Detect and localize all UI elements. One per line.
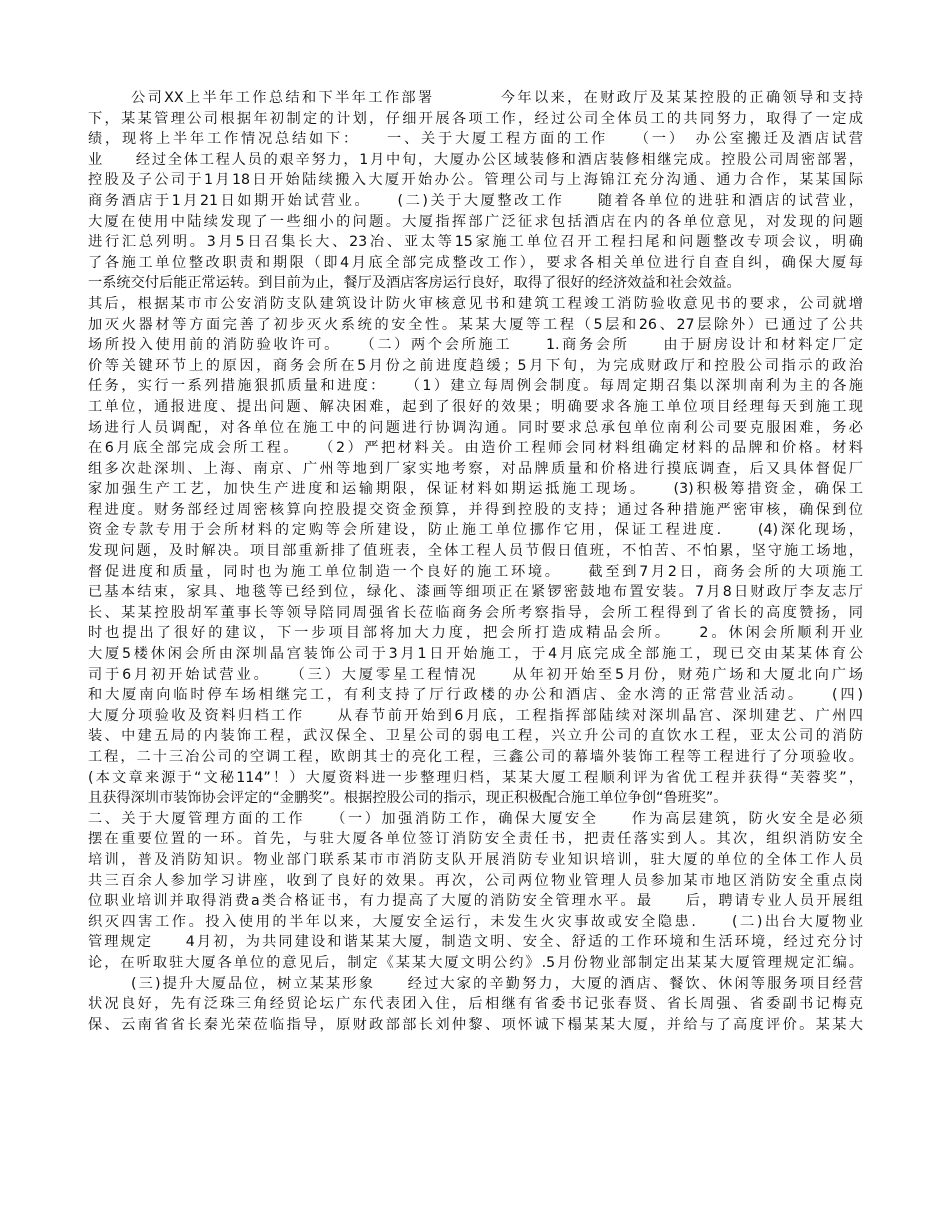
- document-page: [88, 88, 863, 1218]
- text-line: 程进度。财务部经过周密核算向控股提交资金预算，并得到控股的支持；通过各种措施严密审核，确保到位: [88, 501, 863, 518]
- text-line: 保、云南省省长秦光荣莅临指导，原财政部部长刘仲黎、项怀诚下榻某某大厦，并给与了高度评价。某某大: [88, 1016, 863, 1033]
- text-line: 大厦5楼休闲会所由深圳晶宫装饰公司于3月1日开始施工，于4月底完成全部施工，现已交由某某体育公: [88, 646, 863, 663]
- text-line: 共三百余人参加学习讲座，收到了良好的效果。再次，公司两位物业管理人员参加某市地区消防安全重点岗: [88, 872, 863, 889]
- text-line: 督促进度和质量，同时也为施工单位制造一个良好的施工环境。 截至到7月2日，商务会所的大项施工: [88, 563, 863, 580]
- text-line: 家加强生产工艺，加快生产进度和运输期限，保证材料如期运抵施工现场。 (3)积极筹措资金，确保工: [88, 481, 863, 498]
- text-line: 业 经过全体工程人员的艰辛努力，1月中旬，大厦办公区域装修和酒店装修相继完成。控股公司周密部署，: [88, 151, 863, 168]
- text-line: 价等关键环节上的原因，商务会所在5月份之前进度趋缓；5月下旬，为完成财政厅和控股公司指示的政治: [88, 357, 863, 374]
- text-line: 管理规定 4月初，为共同建设和谐某某大厦，制造文明、安全、舒适的工作环境和生活环境，经过充分讨: [88, 934, 863, 951]
- text-line: 培训，普及消防知识。物业部门联系某市市消防支队开展消防专业知识培训，驻大厦的单位的全体工作人员: [88, 851, 863, 868]
- text-line: 长、某某控股胡军董事长等领导陪同周强省长莅临商务会所考察指导，会所工程得到了省长的高度赞扬，同: [88, 604, 863, 621]
- text-line: 织灭四害工作。投入使用的半年以来，大厦安全运行，未发生火灾事故或安全隐患. (二)出台大厦物业: [88, 913, 863, 930]
- text-line: 公司XX上半年工作总结和下半年工作部署 今年以来，在财政厅及某某控股的正确领导和支持: [131, 90, 863, 106]
- text-line: (三)提升大厦品位，树立某某形象 经过大家的辛勤努力，大厦的酒店、餐饮、休闲等服务项目经营: [131, 975, 863, 992]
- text-line: 二、关于大厦管理方面的工作 （一）加强消防工作，确保大厦安全 作为高层建筑，防火安全是必须: [88, 810, 863, 827]
- text-line: 其后，根据某市市公安消防支队建筑设计防火审核意见书和建筑工程竣工消防验收意见书的要求，公司就增: [88, 295, 863, 312]
- text-line: 工单位，通报进度、提出问题、解决困难，起到了很好的效果；明确要求各施工单位项目经理每天到施工现: [88, 398, 863, 415]
- text-line: 大厦在使用中陆续发现了一些细小的问题。大厦指挥部广泛征求包括酒店在内的各单位意见，对发现的问题: [88, 213, 863, 230]
- text-line: 发现问题，及时解决。项目部重新排了值班表，全体工程人员节假日值班，不怕苦、不怕累，坚守施工场地，: [88, 543, 863, 560]
- text-line: 状况良好，先有泛珠三角经贸论坛广东代表团入住，后相继有省委书记张春贤、省长周强、省委副书记梅克: [88, 996, 863, 1013]
- text-line: 场所投入使用前的消防验收许可。 （二）两个会所施工 1.商务会所 由于厨房设计和材料定厂定: [88, 337, 863, 354]
- text-line: 一系统交付后能正常运转。到目前为止，餐厅及酒店客房运行良好，取得了很好的经济效益和社会效益。: [88, 275, 741, 292]
- text-line: 商务酒店于1月21日如期开始试营业。 (二)关于大厦整改工作 随着各单位的进驻和酒店的试营业，: [88, 192, 863, 209]
- text-line: 和大厦南向临时停车场相继完工，有利支持了厅行政楼的办公和酒店、金水湾的正常营业活动。 (四): [88, 687, 863, 704]
- text-line: 时也提出了很好的建议，下一步项目部将加大力度，把会所打造成精品会所。 2。休闲会所顺利开业: [88, 625, 863, 642]
- text-line: 摆在重要位置的一环。首先，与驻大厦各单位签订消防安全责任书，把责任落实到人。其次，组织消防安全: [88, 831, 863, 848]
- text-line: (本文章来源于“文秘114”！）大厦资料进一步整理归档，某某大厦工程顺利评为省优工程并获得“芙蓉奖”，: [88, 769, 863, 786]
- text-line: 大厦分项验收及资料归档工作 从春节前开始到6月底，工程指挥部陆续对深圳晶宫、深圳建艺、广州四: [88, 707, 863, 724]
- text-line: 组多次赴深圳、上海、南京、广州等地到厂家实地考察，对品牌质量和价格进行摸底调查，后又具体督促厂: [88, 460, 863, 477]
- text-line: 已基本结束，家具、地毯等已经到位，绿化、漆画等细项正在紧锣密鼓地布置安装。7月8日财政厅李友志厅: [88, 584, 863, 601]
- text-line: 任务，实行一系列措施狠抓质量和进度： （1）建立每周例会制度。每周定期召集以深圳南利为主的各施: [88, 378, 863, 395]
- text-line: 位职业培训并取得消费a类合格证书，有力提高了大厦的消防安全管理水平。最 后，聘请专业人员开展组: [88, 893, 863, 910]
- text-line: 控股及子公司于1月18日开始陆续搬入大厦开始办公。管理公司与上海锦江充分沟通、通力合作，某某国际: [88, 172, 863, 189]
- text-line: 下，某某管理公司根据年初制定的计划，仔细开展各项工作，经过公司全体员工的共同努力，取得了一定成: [88, 110, 863, 127]
- text-line: 工程，二十三冶公司的空调工程，欧朗其士的亮化工程，三鑫公司的幕墙外装饰工程等工程进行了分项验收。: [88, 749, 863, 765]
- text-line: 装、中建五局的内装饰工程，武汉保全、卫星公司的弱电工程，兴立升公司的直饮水工程，亚太公司的消防: [88, 728, 863, 745]
- text-line: 司于6月初开始试营业。 （三）大厦零星工程情况 从年初开始至5月份，财苑广场和大厦北向广场: [88, 666, 863, 683]
- text-line: 绩，现将上半年工作情况总结如下： 一、关于大厦工程方面的工作 （一） 办公室搬迁及酒店试营: [88, 131, 863, 148]
- text-line: 加灭火器材等方面完善了初步灭火系统的安全性。某某大厦等工程（5层和26、27层除外）已通过了公共: [88, 316, 863, 333]
- text-line: 了各施工单位整改职责和期限（即4月底全部完成整改工作），要求各相关单位进行自查自纠，确保大厦每: [88, 254, 863, 271]
- text-line: 论，在听取驻大厦各单位的意见后，制定《某某大厦文明公约》.5月份物业部制定出某某大厦管理规定汇编。: [88, 954, 863, 971]
- text-line: 进行汇总列明。3月5日召集长大、23冶、亚太等15家施工单位召开工程扫尾和问题整改专项会议，明确: [88, 234, 863, 251]
- text-line: 场进行人员调配，对各单位在施工中的问题进行协调沟通。同时要求总承包单位南利公司要克服困难，务必: [88, 419, 863, 436]
- text-line: 在6月底全部完成会所工程。 （2）严把材料关。由造价工程师会同材料组确定材料的品牌和价格。材料: [88, 440, 863, 457]
- text-line: 资金专款专用于会所材料的定购等会所建设，防止施工单位挪作它用，保证工程进度. (4)深化现场，: [88, 522, 863, 539]
- text-line: 且获得深圳市装饰协会评定的“金鹏奖”。根据控股公司的指示，现正积极配合施工单位争创“鲁班奖”。: [88, 790, 728, 807]
